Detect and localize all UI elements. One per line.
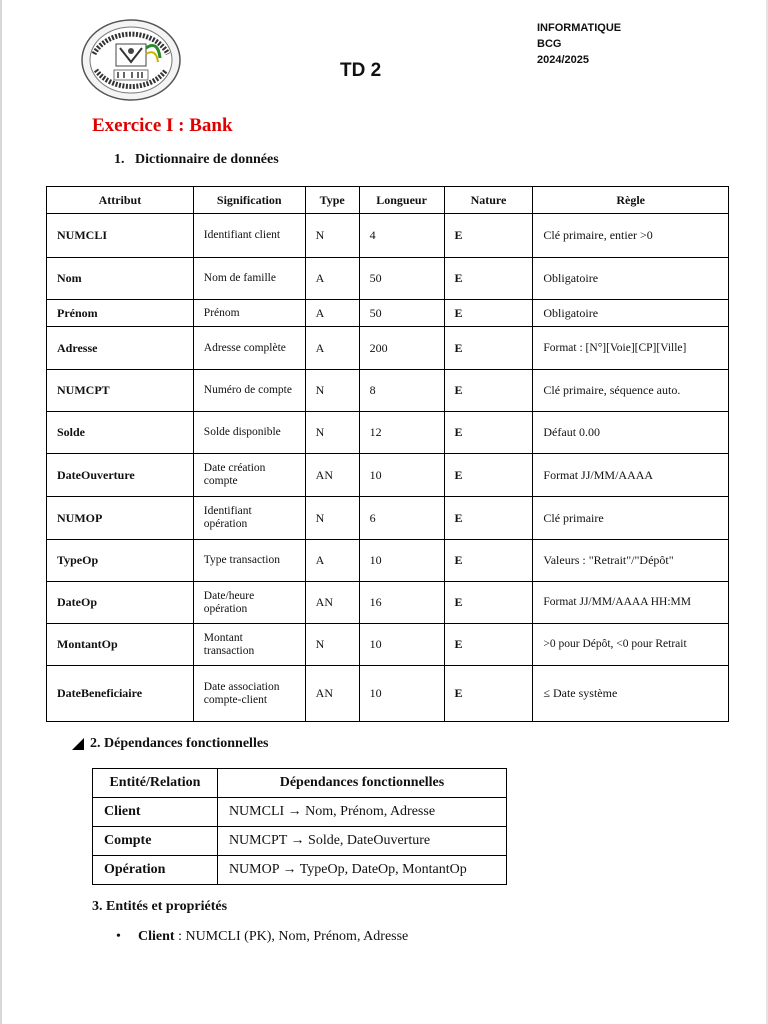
cell-type: AN: [305, 666, 359, 722]
table-row: [47, 258, 729, 300]
exercise-title: Exercice I : Bank: [92, 115, 233, 136]
table-row: [47, 497, 729, 540]
collapse-triangle-icon[interactable]: [72, 738, 84, 750]
cell-signification: Solde disponible: [193, 412, 305, 454]
column-header: Règle: [533, 187, 729, 214]
column-header: Attribut: [47, 187, 194, 214]
column-header: Dépendances fonctionnelles: [217, 769, 506, 798]
cell-dependencies: NUMCPT → Solde, DateOuverture: [217, 827, 506, 856]
cell-length: 10: [359, 540, 444, 582]
cell-rule: ≤ Date système: [533, 666, 729, 722]
column-header: Type: [305, 187, 359, 214]
table-row: [47, 370, 729, 412]
cell-entity: Opération: [93, 856, 218, 885]
cell-rule: Format : [N°][Voie][CP][Ville]: [533, 327, 729, 370]
cell-nature: E: [444, 258, 533, 300]
bullet-icon: •: [116, 929, 121, 944]
cell-type: N: [305, 412, 359, 454]
cell-length: 200: [359, 327, 444, 370]
table-row: [47, 540, 729, 582]
data-dictionary-table: [46, 186, 729, 722]
year-label: 2024/2025: [537, 54, 589, 66]
cell-length: 50: [359, 300, 444, 327]
cell-length: 8: [359, 370, 444, 412]
list-item-text: : NUMCLI (PK), Nom, Prénom, Adresse: [174, 929, 409, 944]
table-row: [93, 827, 507, 856]
cell-nature: E: [444, 214, 533, 258]
cell-rule: Valeurs : "Retrait"/"Dépôt": [533, 540, 729, 582]
cell-signification: Identifiant opération: [193, 497, 305, 540]
functional-dependencies-table: [92, 768, 507, 885]
cell-type: AN: [305, 454, 359, 497]
cell-rule: Format JJ/MM/AAAA: [533, 454, 729, 497]
table-header-row: [93, 769, 507, 798]
header-info: [537, 20, 621, 68]
cell-rule: Obligatoire: [533, 258, 729, 300]
cell-type: A: [305, 540, 359, 582]
cell-nature: E: [444, 300, 533, 327]
cell-signification: Date création compte: [193, 454, 305, 497]
table-row: [47, 582, 729, 624]
cell-signification: Adresse complète: [193, 327, 305, 370]
cell-type: A: [305, 327, 359, 370]
column-header: Nature: [444, 187, 533, 214]
section-data-dictionary-title: 1. Dictionnaire de données: [114, 152, 279, 167]
cell-dependencies: NUMCLI → Nom, Prénom, Adresse: [217, 798, 506, 827]
section-functional-dependencies-title: [72, 736, 269, 752]
table-row: [93, 798, 507, 827]
cell-length: 10: [359, 666, 444, 722]
column-header: Signification: [193, 187, 305, 214]
table-row: [93, 856, 507, 885]
cell-type: N: [305, 497, 359, 540]
cell-length: 10: [359, 454, 444, 497]
cell-rule: Clé primaire, séquence auto.: [533, 370, 729, 412]
cell-attribute: NUMOP: [47, 497, 194, 540]
cell-nature: E: [444, 412, 533, 454]
table-row: [47, 624, 729, 666]
cell-attribute: DateOp: [47, 582, 194, 624]
cell-length: 16: [359, 582, 444, 624]
table-row: [47, 412, 729, 454]
table-header-row: [47, 187, 729, 214]
cell-rule: Clé primaire, entier >0: [533, 214, 729, 258]
cell-type: A: [305, 258, 359, 300]
table-row: [47, 214, 729, 258]
cell-rule: Clé primaire: [533, 497, 729, 540]
cell-attribute: Nom: [47, 258, 194, 300]
cell-rule: >0 pour Dépôt, <0 pour Retrait: [533, 624, 729, 666]
cell-length: 4: [359, 214, 444, 258]
cell-length: 12: [359, 412, 444, 454]
cell-attribute: NUMCLI: [47, 214, 194, 258]
list-item: [116, 929, 408, 945]
university-logo: [80, 18, 182, 102]
column-header: Entité/Relation: [93, 769, 218, 798]
table-row: [47, 300, 729, 327]
cell-attribute: TypeOp: [47, 540, 194, 582]
cell-signification: Date/heure opération: [193, 582, 305, 624]
cell-signification: Type transaction: [193, 540, 305, 582]
class-label: BCG: [537, 38, 562, 50]
cell-rule: Format JJ/MM/AAAA HH:MM: [533, 582, 729, 624]
cell-attribute: DateBeneficiaire: [47, 666, 194, 722]
cell-rule: Défaut 0.00: [533, 412, 729, 454]
cell-attribute: MontantOp: [47, 624, 194, 666]
cell-nature: E: [444, 327, 533, 370]
section-title-text: 2. Dépendances fonctionnelles: [90, 736, 269, 751]
table-row: [47, 327, 729, 370]
cell-length: 6: [359, 497, 444, 540]
cell-entity: Client: [93, 798, 218, 827]
cell-dependencies: NUMOP → TypeOp, DateOp, MontantOp: [217, 856, 506, 885]
cell-signification: Nom de famille: [193, 258, 305, 300]
cell-type: AN: [305, 582, 359, 624]
page-edge-left: [0, 0, 2, 1024]
cell-attribute: Prénom: [47, 300, 194, 327]
cell-attribute: Adresse: [47, 327, 194, 370]
cell-signification: Numéro de compte: [193, 370, 305, 412]
cell-type: A: [305, 300, 359, 327]
cell-nature: E: [444, 624, 533, 666]
cell-type: N: [305, 624, 359, 666]
cell-type: N: [305, 370, 359, 412]
cell-signification: Identifiant client: [193, 214, 305, 258]
cell-nature: E: [444, 370, 533, 412]
cell-length: 50: [359, 258, 444, 300]
list-item-label: Client: [138, 929, 175, 944]
document-title: TD 2: [340, 60, 382, 81]
table-row: [47, 666, 729, 722]
cell-attribute: Solde: [47, 412, 194, 454]
cell-nature: E: [444, 582, 533, 624]
cell-signification: Montant transaction: [193, 624, 305, 666]
cell-signification: Prénom: [193, 300, 305, 327]
subject-label: INFORMATIQUE: [537, 22, 622, 34]
table-row: [47, 454, 729, 497]
cell-attribute: DateOuverture: [47, 454, 194, 497]
section-entities-title: 3. Entités et propriétés: [92, 899, 228, 914]
cell-nature: E: [444, 666, 533, 722]
cell-nature: E: [444, 497, 533, 540]
cell-entity: Compte: [93, 827, 218, 856]
cell-attribute: NUMCPT: [47, 370, 194, 412]
column-header: Longueur: [359, 187, 444, 214]
cell-rule: Obligatoire: [533, 300, 729, 327]
cell-nature: E: [444, 540, 533, 582]
cell-type: N: [305, 214, 359, 258]
cell-signification: Date association compte-client: [193, 666, 305, 722]
cell-nature: E: [444, 454, 533, 497]
cell-length: 10: [359, 624, 444, 666]
